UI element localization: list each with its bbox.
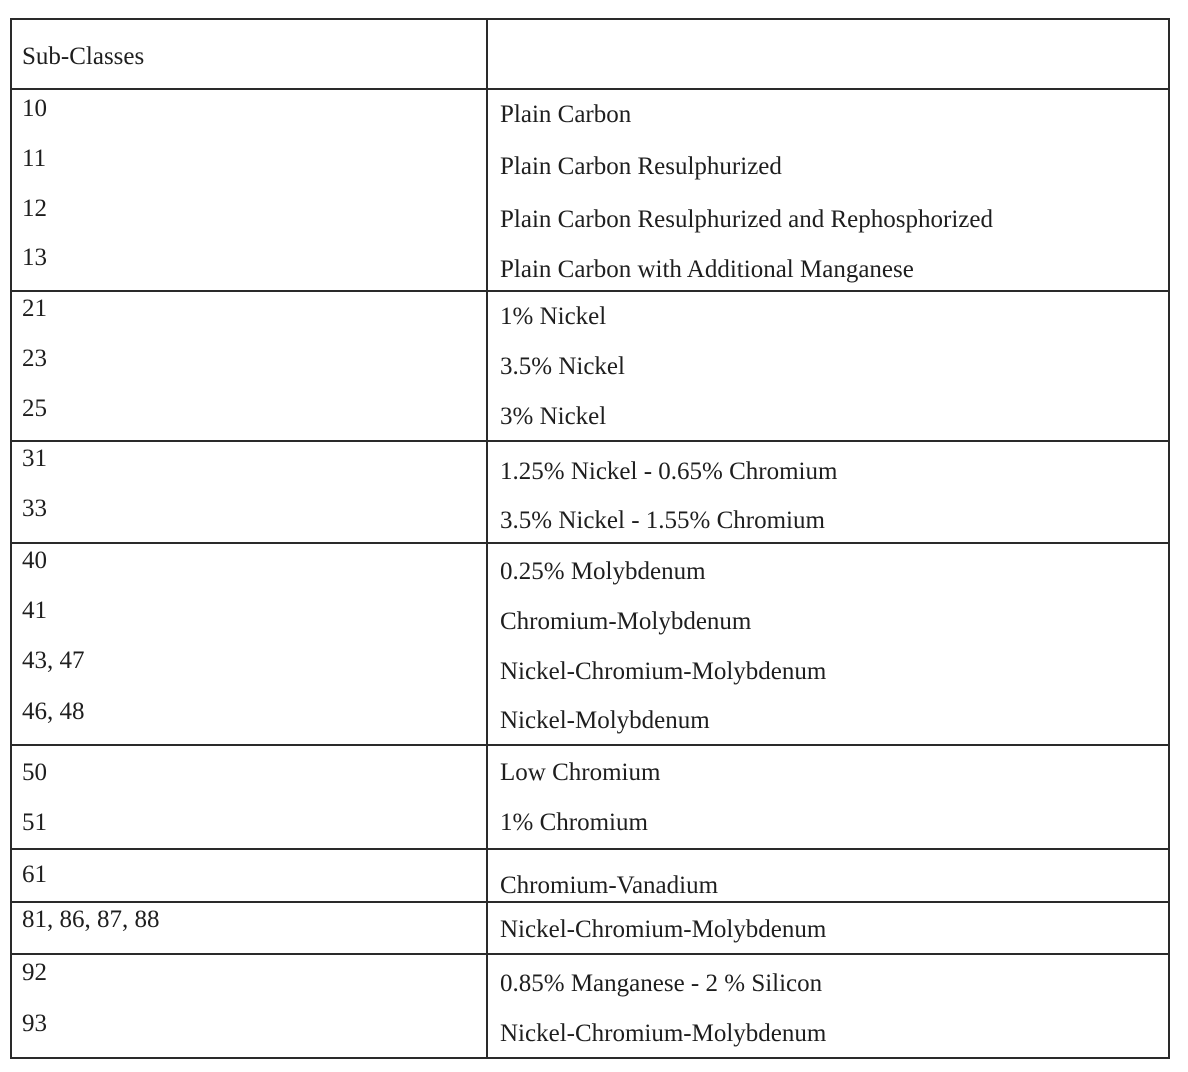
names-cell (488, 955, 1168, 1057)
subclass-code: 43, 47 (22, 647, 85, 674)
subclass-code: 12 (22, 195, 47, 222)
names-cell (488, 850, 1168, 901)
codes-cell (12, 746, 488, 848)
subclass-code: 25 (22, 395, 47, 422)
subclass-code: 61 (22, 861, 47, 888)
table-row-group (12, 848, 1168, 901)
codes-cell (12, 442, 488, 542)
subclass-name: Plain Carbon Resulphurized (500, 153, 782, 180)
subclass-name: 3.5% Nickel (500, 353, 625, 380)
subclass-name: Chromium-Molybdenum (500, 608, 752, 635)
subclass-code: 10 (22, 95, 47, 122)
subclass-name: Plain Carbon with Additional Manganese (500, 256, 914, 283)
table-row-group (12, 290, 1168, 440)
subclass-code: 50 (22, 759, 47, 786)
subclass-code: 40 (22, 547, 47, 574)
codes-cell (12, 850, 488, 901)
subclass-code: 23 (22, 345, 47, 372)
codes-cell (12, 544, 488, 744)
table-row-group (12, 901, 1168, 953)
subclass-code: 51 (22, 809, 47, 836)
names-cell (488, 90, 1168, 290)
table-row-group (12, 744, 1168, 848)
names-cell (488, 292, 1168, 440)
subclass-code: 33 (22, 495, 47, 522)
names-cell (488, 903, 1168, 953)
subclass-code: 92 (22, 959, 47, 986)
subclass-name: 0.85% Manganese - 2 % Silicon (500, 970, 823, 997)
names-cell (488, 544, 1168, 744)
table-row-group (12, 440, 1168, 542)
subclass-name: 0.25% Molybdenum (500, 558, 706, 585)
subclass-name: Nickel-Chromium-Molybdenum (500, 916, 827, 943)
subclass-code: 93 (22, 1010, 47, 1037)
table-row-group (12, 88, 1168, 290)
subclass-code: 41 (22, 597, 47, 624)
subclass-name: 3.5% Nickel - 1.55% Chromium (500, 507, 825, 534)
subclass-name: Nickel-Molybdenum (500, 707, 710, 734)
subclass-name: Low Chromium (500, 759, 661, 786)
subclass-name: 3% Nickel (500, 403, 607, 430)
subclass-name: Nickel-Chromium-Molybdenum (500, 1020, 827, 1047)
subclass-name: 1% Nickel (500, 303, 607, 330)
subclass-code: 13 (22, 244, 47, 271)
subclass-name: Chromium-Vanadium (500, 872, 719, 899)
subclass-name: Nickel-Chromium-Molybdenum (500, 658, 827, 685)
header-cell-empty (488, 20, 1168, 88)
header-cell-subclasses (12, 20, 488, 88)
codes-cell (12, 903, 488, 953)
subclass-code: 11 (22, 145, 47, 172)
codes-cell (12, 90, 488, 290)
subclass-code: 21 (22, 295, 47, 322)
subclass-name: Plain Carbon Resulphurized and Rephosphorized (500, 206, 993, 233)
header-subclasses-label: Sub-Classes (22, 43, 145, 70)
steel-subclass-table (10, 18, 1170, 1059)
names-cell (488, 442, 1168, 542)
subclass-name: 1% Chromium (500, 809, 648, 836)
codes-cell (12, 955, 488, 1057)
subclass-code: 81, 86, 87, 88 (22, 906, 160, 933)
table-header-row (12, 20, 1168, 88)
table-row-group (12, 953, 1168, 1057)
names-cell (488, 746, 1168, 848)
subclass-name: Plain Carbon (500, 101, 632, 128)
codes-cell (12, 292, 488, 440)
subclass-code: 31 (22, 445, 47, 472)
subclass-name: 1.25% Nickel - 0.65% Chromium (500, 458, 838, 485)
table-row-group (12, 542, 1168, 744)
subclass-code: 46, 48 (22, 698, 85, 725)
